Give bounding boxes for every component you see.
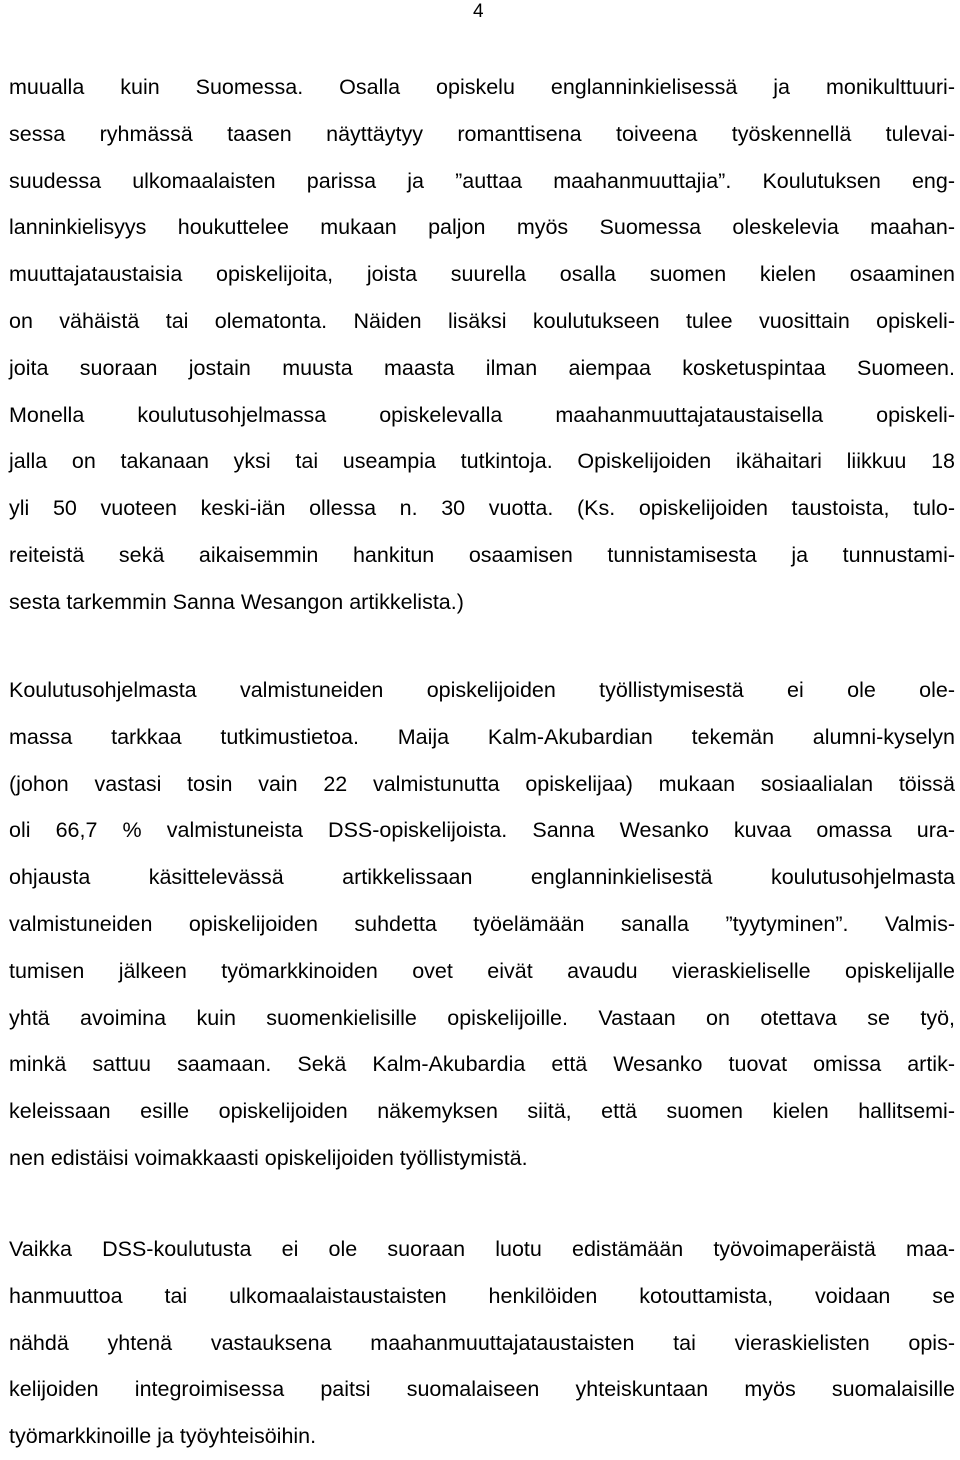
text-line: valmistuneiden opiskelijoiden suhdetta työelämään sanalla ”tyytyminen”. Valmis-	[9, 911, 955, 936]
text-line: muuttajataustaisia opiskelijoita, joista suurella osalla suomen kielen osaaminen	[9, 262, 955, 287]
text-line: sessa ryhmässä taasen näyttäytyy romanttisena toiveena työskennellä tulevai-	[9, 121, 955, 146]
text-line: minkä sattuu saamaan. Sekä Kalm-Akubardia että Wesanko tuovat omissa artik-	[9, 1052, 955, 1077]
text-line: massa tarkkaa tutkimustietoa. Maija Kalm-Akubardian tekemän alumni-kyselyn	[9, 724, 955, 749]
text-line: jalla on takanaan yksi tai useampia tutkintoja. Opiskelijoiden ikähaitari liikkuu 18	[9, 449, 955, 474]
text-line: kelijoiden integroimisessa paitsi suomalaiseen yhteiskuntaan myös suomalaisille	[9, 1377, 955, 1402]
text-line: Monella koulutusohjelmassa opiskelevalla maahanmuuttajataustaisella opiskeli-	[9, 402, 955, 427]
text-line: keleissaan esille opiskelijoiden näkemyksen siitä, että suomen kielen hallitsemi-	[9, 1099, 955, 1124]
text-line: työmarkkinoille ja työyhteisöihin.	[9, 1424, 317, 1449]
text-line: muualla kuin Suomessa. Osalla opiskelu englanninkielisessä ja monikulttuuri-	[9, 75, 955, 99]
text-line: nen edistäisi voimakkaasti opiskelijoiden työllistymistä.	[9, 1145, 528, 1170]
text-line: reiteistä sekä aikaisemmin hankitun osaamisen tunnistamisesta ja tunnustami-	[9, 542, 955, 567]
text-line: sesta tarkemmin Sanna Wesangon artikkelista.)	[9, 589, 464, 614]
text-line: tumisen jälkeen työmarkkinoiden ovet eivät avaudu vieraskieliselle opiskelijalle	[9, 958, 955, 983]
text-line: joita suoraan jostain muusta maasta ilman aiempaa kosketuspintaa Suomeen.	[9, 355, 955, 380]
text-line: on vähäistä tai olematonta. Näiden lisäksi koulutukseen tulee vuosittain opiskeli-	[9, 308, 955, 333]
text-line: yhtä avoimina kuin suomenkielisille opiskelijoille. Vastaan on otettava se työ,	[9, 1005, 955, 1030]
text-line: hanmuuttoa tai ulkomaalaistaustaisten henkilöiden kotouttamista, voidaan se	[9, 1283, 955, 1308]
paragraph-1	[9, 64, 955, 626]
text-line: suudessa ulkomaalaisten parissa ja ”auttaa maahanmuuttajia”. Koulutuksen eng-	[9, 168, 955, 193]
text-line: yli 50 vuoteen keski-iän ollessa n. 30 vuotta. (Ks. opiskelijoiden taustoista, tulo-	[9, 496, 955, 521]
paragraph-3	[9, 1226, 955, 1460]
text-line: Koulutusohjelmasta valmistuneiden opiskelijoiden työllistymisestä ei ole ole-	[9, 678, 955, 702]
page-number: 4	[473, 1, 484, 22]
paragraph-2	[9, 667, 955, 1182]
text-line: Vaikka DSS-koulutusta ei ole suoraan luotu edistämään työvoimaperäistä maa-	[9, 1237, 955, 1261]
text-line: lanninkielisyys houkuttelee mukaan paljon myös Suomessa oleskelevia maahan-	[9, 215, 955, 240]
text-line: ohjausta käsittelevässä artikkelissaan englanninkielisestä koulutusohjelmasta	[9, 865, 955, 890]
text-line: oli 66,7 % valmistuneista DSS-opiskelijoista. Sanna Wesanko kuvaa omassa ura-	[9, 818, 955, 843]
text-line: nähdä yhtenä vastauksena maahanmuuttajataustaisten tai vieraskielisten opis-	[9, 1330, 955, 1355]
text-line: (johon vastasi tosin vain 22 valmistunutta opiskelijaa) mukaan sosiaalialan töissä	[9, 771, 955, 796]
